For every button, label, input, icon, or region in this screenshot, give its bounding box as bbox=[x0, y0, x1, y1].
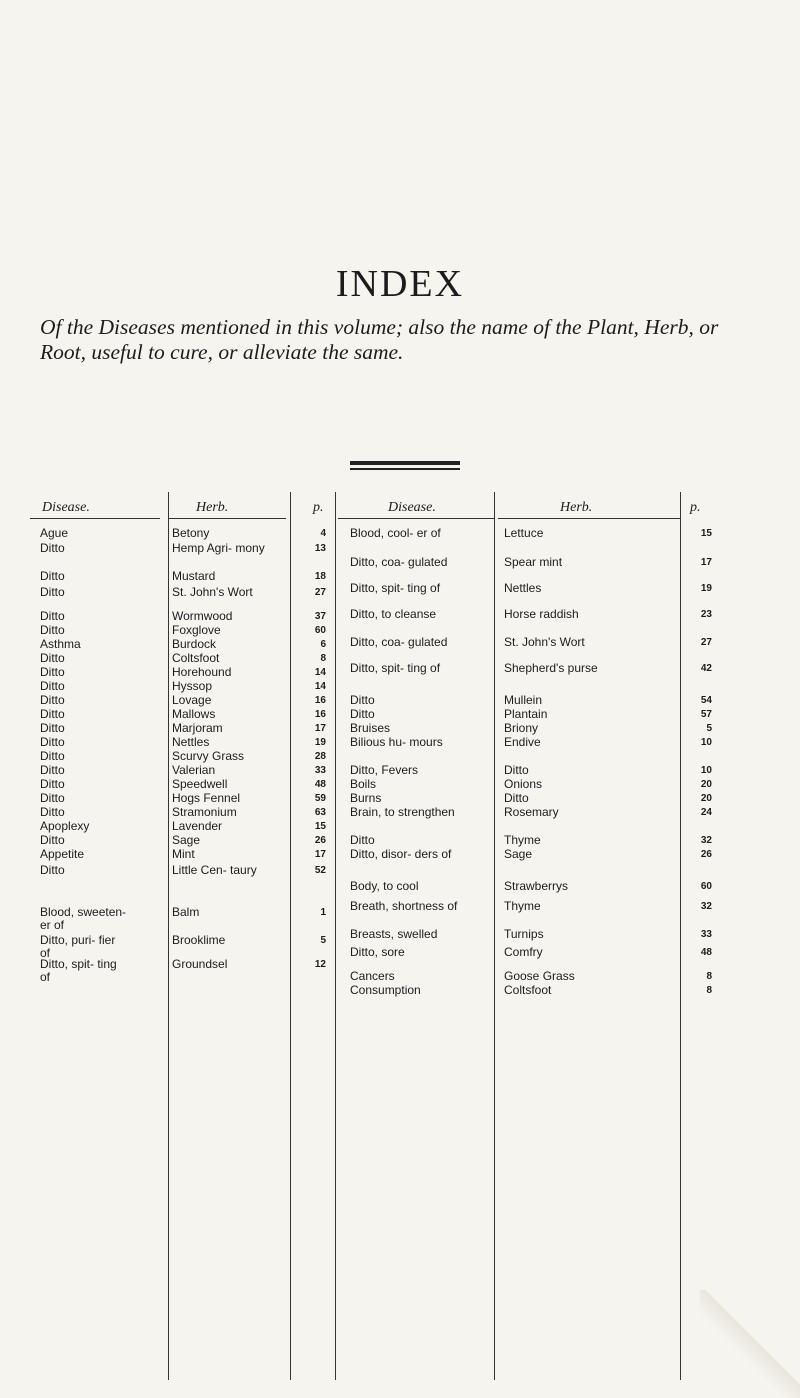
left-disease: Ditto bbox=[40, 609, 65, 623]
left-page: 6 bbox=[320, 639, 326, 650]
right-page: 24 bbox=[700, 807, 712, 818]
right-disease: Ditto bbox=[350, 693, 375, 707]
right-herb: St. John's Wort bbox=[504, 635, 585, 649]
left-disease: Ditto bbox=[40, 805, 65, 819]
right-herb: Coltsfoot bbox=[504, 983, 552, 997]
right-herb: Briony bbox=[504, 721, 539, 735]
left-disease: Ditto bbox=[40, 763, 65, 777]
left-page: 17 bbox=[314, 849, 326, 860]
column-divider bbox=[494, 492, 495, 1380]
left-herb: Lavender bbox=[172, 819, 223, 833]
right-disease: Blood, cool- er of bbox=[350, 526, 441, 540]
right-disease: Body, to cool bbox=[350, 879, 419, 893]
left-herb: Hemp Agri- mony bbox=[172, 541, 265, 555]
left-page: 33 bbox=[314, 765, 326, 776]
left-disease: Ditto bbox=[40, 585, 65, 599]
left-disease: Ditto bbox=[40, 541, 65, 555]
left-disease: Ditto bbox=[40, 777, 65, 791]
right-page: 8 bbox=[706, 985, 712, 996]
right-herb: Lettuce bbox=[504, 526, 544, 540]
header-disease-left: Disease. bbox=[42, 500, 90, 515]
column-divider bbox=[168, 492, 169, 1380]
right-page: 8 bbox=[706, 971, 712, 982]
page-subtitle: Of the Diseases mentioned in this volume; also the name of the Plant, Herb, or Root, useful to cure, or alleviate the same. bbox=[40, 315, 719, 364]
left-page: 48 bbox=[314, 779, 326, 790]
left-herb: Coltsfoot bbox=[172, 651, 220, 665]
right-disease: Burns bbox=[350, 791, 382, 805]
right-herb: Comfry bbox=[504, 945, 543, 959]
left-page: 5 bbox=[320, 935, 326, 946]
left-disease: Ditto, puri- fier of bbox=[40, 933, 116, 960]
right-disease: Bilious hu- mours bbox=[350, 735, 443, 749]
left-disease: Ditto bbox=[40, 735, 65, 749]
right-herb: Thyme bbox=[504, 899, 541, 913]
header-rule bbox=[30, 518, 160, 519]
right-disease: Ditto bbox=[350, 707, 375, 721]
right-herb: Strawberrys bbox=[504, 879, 569, 893]
right-herb: Endive bbox=[504, 735, 541, 749]
left-page: 13 bbox=[314, 543, 326, 554]
left-herb: Mint bbox=[172, 847, 195, 861]
left-page: 17 bbox=[314, 723, 326, 734]
left-page: 63 bbox=[314, 807, 326, 818]
right-disease: Ditto, sore bbox=[350, 945, 405, 959]
left-page: 4 bbox=[320, 528, 326, 539]
right-page: 20 bbox=[700, 779, 712, 790]
right-page: 10 bbox=[700, 737, 712, 748]
left-herb: Mustard bbox=[172, 569, 216, 583]
left-page: 8 bbox=[320, 653, 326, 664]
left-herb: Speedwell bbox=[172, 777, 228, 791]
page-title: INDEX bbox=[335, 263, 465, 305]
right-page: 60 bbox=[700, 881, 712, 892]
header-page-right: p. bbox=[690, 500, 701, 515]
right-page: 15 bbox=[700, 528, 712, 539]
left-disease: Ditto bbox=[40, 791, 65, 805]
left-page: 59 bbox=[314, 793, 326, 804]
left-disease: Ditto bbox=[40, 863, 65, 877]
left-herb: Brooklime bbox=[172, 933, 226, 947]
right-page: 54 bbox=[700, 695, 712, 706]
left-page: 1 bbox=[320, 907, 326, 918]
left-page: 12 bbox=[314, 959, 326, 970]
header-herb-right: Herb. bbox=[560, 500, 593, 515]
right-page: 42 bbox=[700, 663, 712, 674]
left-disease: Ditto bbox=[40, 569, 65, 583]
right-disease: Ditto, coa- gulated bbox=[350, 555, 448, 569]
right-page: 32 bbox=[700, 901, 712, 912]
left-page: 16 bbox=[314, 695, 326, 706]
left-page: 37 bbox=[314, 611, 326, 622]
right-herb: Ditto bbox=[504, 791, 529, 805]
header-rule bbox=[498, 518, 680, 519]
right-herb: Onions bbox=[504, 777, 543, 791]
right-disease: Cancers bbox=[350, 969, 395, 983]
right-disease: Ditto, to cleanse bbox=[350, 607, 437, 621]
right-page: 57 bbox=[700, 709, 712, 720]
right-herb: Sage bbox=[504, 847, 533, 861]
right-page: 48 bbox=[700, 947, 712, 958]
column-divider bbox=[290, 492, 291, 1380]
header-rule bbox=[168, 518, 286, 519]
left-disease: Ditto bbox=[40, 833, 65, 847]
right-page: 32 bbox=[700, 835, 712, 846]
left-disease: Ditto bbox=[40, 665, 65, 679]
left-disease: Ditto bbox=[40, 749, 65, 763]
left-disease: Ditto bbox=[40, 721, 65, 735]
right-herb: Turnips bbox=[504, 927, 544, 941]
left-disease: Apoplexy bbox=[40, 819, 90, 833]
right-disease: Breath, shortness of bbox=[350, 899, 458, 913]
left-page: 18 bbox=[314, 571, 326, 582]
left-page: 52 bbox=[314, 865, 326, 876]
right-herb: Goose Grass bbox=[504, 969, 575, 983]
right-herb: Horse raddish bbox=[504, 607, 579, 621]
right-page: 27 bbox=[700, 637, 712, 648]
right-herb: Plantain bbox=[504, 707, 548, 721]
left-disease: Ditto, spit- ting of bbox=[40, 957, 117, 984]
left-herb: Balm bbox=[172, 905, 200, 919]
right-herb: Thyme bbox=[504, 833, 541, 847]
left-herb: Scurvy Grass bbox=[172, 749, 245, 763]
right-herb: Spear mint bbox=[504, 555, 563, 569]
left-disease: Ditto bbox=[40, 693, 65, 707]
left-page: 26 bbox=[314, 835, 326, 846]
right-disease: Boils bbox=[350, 777, 377, 791]
left-herb: Groundsel bbox=[172, 957, 228, 971]
right-herb: Nettles bbox=[504, 581, 542, 595]
left-herb: Wormwood bbox=[172, 609, 233, 623]
column-divider bbox=[680, 492, 681, 1380]
right-disease: Ditto, spit- ting of bbox=[350, 661, 441, 675]
left-disease: Ditto bbox=[40, 623, 65, 637]
left-page: 27 bbox=[314, 587, 326, 598]
left-herb: Hogs Fennel bbox=[172, 791, 241, 805]
right-disease: Ditto, Fevers bbox=[350, 763, 419, 777]
right-disease: Breasts, swelled bbox=[350, 927, 438, 941]
left-page: 28 bbox=[314, 751, 326, 762]
right-disease: Brain, to strengthen bbox=[350, 805, 455, 819]
right-page: 23 bbox=[700, 609, 712, 620]
left-disease: Ditto bbox=[40, 679, 65, 693]
header-herb-left: Herb. bbox=[196, 500, 229, 515]
left-disease: Asthma bbox=[40, 637, 81, 651]
folded-corner bbox=[700, 1290, 800, 1398]
right-disease: Consumption bbox=[350, 983, 421, 997]
right-herb: Ditto bbox=[504, 763, 529, 777]
left-herb: Burdock bbox=[172, 637, 217, 651]
header-rule bbox=[338, 518, 494, 519]
left-herb: Valerian bbox=[172, 763, 216, 777]
left-page: 16 bbox=[314, 709, 326, 720]
left-disease: Blood, sweeten- er of bbox=[40, 905, 127, 932]
left-herb: Sage bbox=[172, 833, 201, 847]
right-disease: Bruises bbox=[350, 721, 391, 735]
header-disease-right: Disease. bbox=[388, 500, 436, 515]
column-divider bbox=[335, 492, 336, 1380]
right-disease: Ditto bbox=[350, 833, 375, 847]
left-herb: Marjoram bbox=[172, 721, 223, 735]
left-herb: Stramonium bbox=[172, 805, 237, 819]
right-page: 17 bbox=[700, 557, 712, 568]
left-disease: Appetite bbox=[40, 847, 85, 861]
header-page-left: p. bbox=[313, 500, 324, 515]
right-page: 19 bbox=[700, 583, 712, 594]
right-herb: Shepherd's purse bbox=[504, 661, 598, 675]
left-herb: Mallows bbox=[172, 707, 216, 721]
right-page: 10 bbox=[700, 765, 712, 776]
right-disease: Ditto, coa- gulated bbox=[350, 635, 448, 649]
left-page: 19 bbox=[314, 737, 326, 748]
left-disease: Ague bbox=[40, 526, 69, 540]
right-page: 26 bbox=[700, 849, 712, 860]
right-herb: Rosemary bbox=[504, 805, 559, 819]
right-disease: Ditto, spit- ting of bbox=[350, 581, 441, 595]
left-herb: Little Cen- taury bbox=[172, 863, 257, 877]
left-herb: Betony bbox=[172, 526, 210, 540]
left-herb: Nettles bbox=[172, 735, 210, 749]
left-herb: Lovage bbox=[172, 693, 212, 707]
left-disease: Ditto bbox=[40, 651, 65, 665]
left-page: 15 bbox=[314, 821, 326, 832]
right-page: 20 bbox=[700, 793, 712, 804]
left-page: 14 bbox=[314, 667, 326, 678]
left-disease: Ditto bbox=[40, 707, 65, 721]
left-herb: Hyssop bbox=[172, 679, 213, 693]
ornamental-rule bbox=[350, 461, 460, 465]
ornamental-rule-lower bbox=[350, 468, 460, 470]
right-disease: Ditto, disor- ders of bbox=[350, 847, 452, 861]
right-herb: Mullein bbox=[504, 693, 543, 707]
left-page: 60 bbox=[314, 625, 326, 636]
left-page: 14 bbox=[314, 681, 326, 692]
right-page: 5 bbox=[706, 723, 712, 734]
left-herb: St. John's Wort bbox=[172, 585, 253, 599]
right-page: 33 bbox=[700, 929, 712, 940]
left-herb: Foxglove bbox=[172, 623, 221, 637]
left-herb: Horehound bbox=[172, 665, 232, 679]
